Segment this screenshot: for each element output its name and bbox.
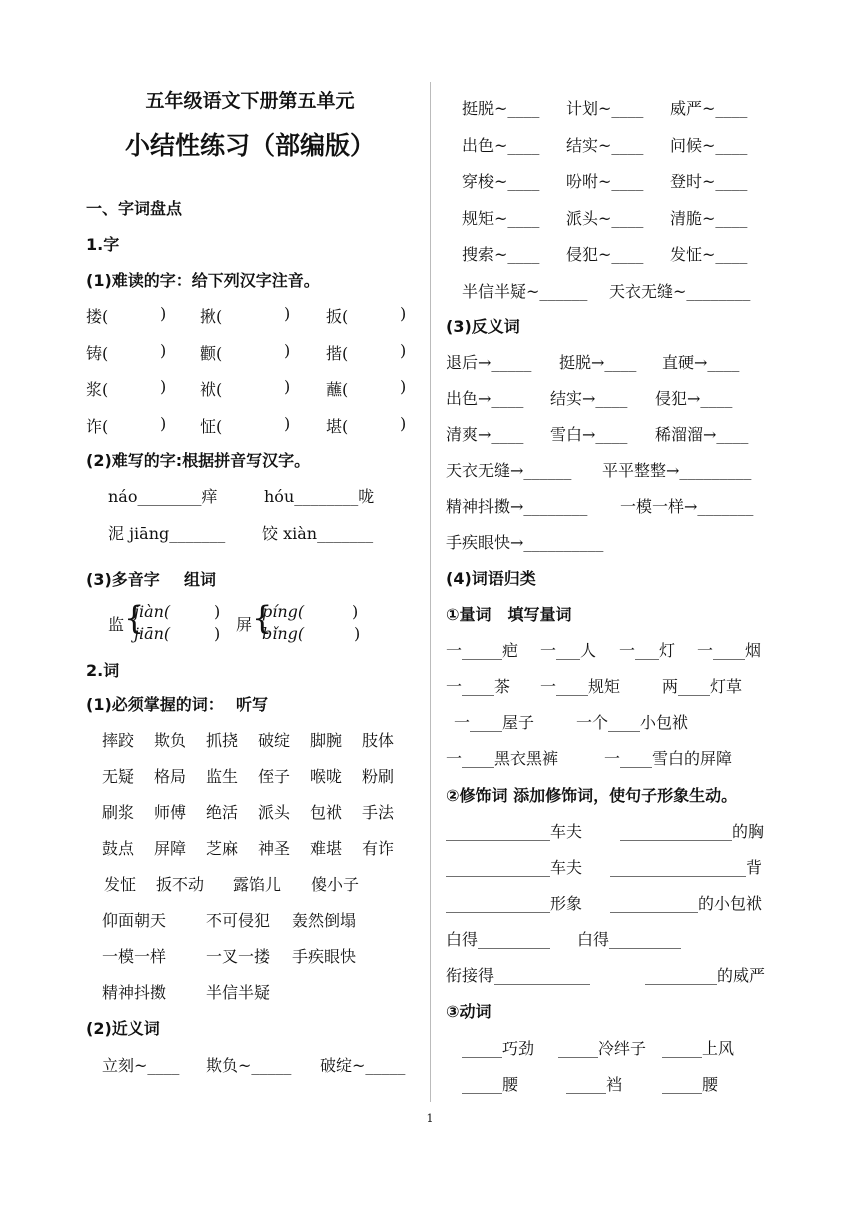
vocab-word: 鼓点 <box>102 839 135 858</box>
pinyin-cell: ) <box>160 377 167 396</box>
vocab-word: 格局 <box>154 767 187 786</box>
modifier-item: _____________车夫 <box>446 822 583 841</box>
synonym-item: 搜索~____ <box>462 245 540 264</box>
quantifier-item: 一____雪白的屏障 <box>604 749 733 768</box>
quantifier-title: ①量词 填写量词 <box>446 605 572 624</box>
synonym-item: 问候~____ <box>670 135 748 155</box>
pinyin-cell: ) <box>284 413 291 433</box>
antonym-item: 雪白→____ <box>550 425 628 444</box>
antonym-item: 退后→_____ <box>446 353 532 372</box>
sub-heading-char: 1.字 <box>86 235 120 254</box>
antonym-item: 结实→____ <box>550 389 628 408</box>
vocab-word: 刷浆 <box>102 803 135 822</box>
synonym-item: 侵犯~____ <box>566 245 644 264</box>
modifier-item: 白得_________ <box>577 930 682 949</box>
vocab-word: 欺负 <box>154 731 187 750</box>
sub-heading-word: 2.词 <box>86 661 120 680</box>
pinyin-cell: 搂( <box>86 307 109 326</box>
vocab-word: 抓挠 <box>206 731 239 750</box>
quantifier-item: 一____规矩 <box>540 677 621 696</box>
poly-close: ) <box>214 602 221 621</box>
modifier-item: ______________的胸 <box>620 822 765 841</box>
vocab-word: 手法 <box>362 803 395 822</box>
antonym-item: 侵犯→____ <box>655 389 733 408</box>
pinyin-cell: ) <box>284 304 291 323</box>
pinyin-cell: ) <box>400 413 407 433</box>
vocab-word: 芝麻 <box>206 839 239 858</box>
vocab-word: 摔跤 <box>102 731 135 750</box>
q3-tag: 组词 <box>184 570 217 589</box>
w1-tag: 听写 <box>236 695 269 714</box>
synonym-item: 结实~____ <box>566 135 644 155</box>
pinyin-cell: 揩( <box>326 343 349 363</box>
w1-title: (1)必须掌握的词： <box>86 695 224 714</box>
verb-item: _____腰 <box>462 1075 519 1094</box>
antonym-item: 稀溜溜→____ <box>655 425 749 444</box>
verb-title: ③动词 <box>446 1002 492 1021</box>
vocab-word: 肢体 <box>362 731 395 750</box>
synonym-item: 威严~____ <box>670 99 748 118</box>
pinyin-cell: ) <box>400 377 407 396</box>
vocab-word: 不可侵犯 <box>206 911 271 930</box>
quantifier-item: 一____茶 <box>446 677 511 696</box>
vocab-word: 监生 <box>206 767 239 786</box>
modifier-item: _____________车夫 <box>446 858 583 877</box>
pinyin-cell: ) <box>284 377 291 396</box>
q2-title: (2)难写的字:根据拼音写汉字。 <box>86 451 311 470</box>
modifier-item: _________________背 <box>610 858 763 877</box>
modifier-item: 衔接得____________ <box>446 966 591 985</box>
modifier-item: ___________的小包袱 <box>610 894 763 913</box>
synonym-item: 半信半疑~______ <box>462 281 588 301</box>
vocab-word: 无疑 <box>102 767 135 786</box>
synonym-item: 清脆~____ <box>670 208 748 228</box>
pinyin-cell: 浆( <box>86 380 109 399</box>
vocab-word: 手疾眼快 <box>292 947 357 966</box>
synonym-item: 派头~____ <box>566 208 644 228</box>
quantifier-item: 一_____疤 <box>446 641 519 660</box>
quantifier-item: 一___灯 <box>619 641 676 660</box>
antonym-item: 挺脱→____ <box>559 353 637 372</box>
brace-icon: { <box>124 599 145 637</box>
vocab-word: 难堪 <box>310 839 343 858</box>
q2-item: 饺 xiàn_______ <box>262 524 374 543</box>
vocab-word: 发怔 <box>104 875 137 894</box>
pinyin-cell: 颧( <box>200 343 223 363</box>
modifier-item: _________的威严 <box>645 966 766 985</box>
vocab-word: 屏障 <box>154 839 187 858</box>
vocab-word: 半信半疑 <box>206 983 271 1002</box>
vocab-word: 神圣 <box>258 839 291 858</box>
q2-item: 泥 jiāng_______ <box>108 524 226 543</box>
antonym-item: 精神抖擞→________ <box>446 497 588 516</box>
antonym-item: 平平整整→_________ <box>602 461 752 480</box>
quantifier-item: 两____灯草 <box>662 677 743 696</box>
modifier-item: _____________形象 <box>446 894 583 913</box>
q2-item: náo________痒 <box>108 487 218 506</box>
quantifier-item: 一____黑衣黑裤 <box>446 749 559 768</box>
synonym-item: 吩咐~____ <box>566 172 644 191</box>
vocab-word: 露馅儿 <box>233 875 282 894</box>
poly-char-1: 监 <box>108 615 125 634</box>
vocab-word: 仰面朝天 <box>102 911 167 930</box>
synonym-item: 破绽~_____ <box>320 1056 406 1075</box>
antonym-item: 一模一样→_______ <box>620 497 754 516</box>
synonym-item: 发怔~____ <box>670 245 748 264</box>
synonym-item: 挺脱~____ <box>462 99 540 118</box>
vocab-word: 喉咙 <box>310 767 343 786</box>
vocab-word: 精神抖擞 <box>102 983 167 1002</box>
vocab-word: 轰然倒塌 <box>292 911 357 930</box>
quantifier-item: 一____烟 <box>697 641 762 660</box>
page-number: 1 <box>426 1112 434 1125</box>
pinyin-cell: ) <box>400 340 407 360</box>
page-subtitle: 小结性练习（部编版） <box>124 131 375 160</box>
pinyin-cell: ) <box>284 340 291 360</box>
vocab-word: 师傅 <box>154 803 187 822</box>
pinyin-cell: 铸( <box>86 343 109 363</box>
vocab-word: 扳不动 <box>156 875 205 894</box>
vocab-word: 粉刷 <box>362 767 395 786</box>
synonym-item: 立刻~____ <box>102 1056 180 1075</box>
verb-item: _____裆 <box>566 1075 623 1094</box>
pinyin-cell: 怔( <box>200 416 223 436</box>
vocab-word: 傻小子 <box>311 875 360 894</box>
classify-title: (4)词语归类 <box>446 569 536 588</box>
q1-title: (1)难读的字：给下列汉字注音。 <box>86 271 320 290</box>
verb-item: _____上风 <box>662 1039 735 1058</box>
poly-close: ) <box>354 624 361 643</box>
modifier-item: 白得_________ <box>446 930 551 949</box>
quantifier-item: 一___人 <box>540 641 597 660</box>
vocab-word: 侄子 <box>258 767 291 786</box>
antonym-item: 直硬→____ <box>662 353 740 372</box>
pinyin-cell: 诈( <box>86 416 109 436</box>
poly-pinyin: píng( <box>262 602 305 621</box>
synonym-item: 计划~____ <box>566 99 644 118</box>
q3-title: (3)多音字 <box>86 570 160 589</box>
verb-item: _____冷绊子 <box>558 1039 647 1058</box>
q2-item: hóu________咙 <box>264 487 375 506</box>
w2-title: (2)近义词 <box>86 1019 160 1038</box>
synonym-item: 欺负~_____ <box>206 1056 292 1075</box>
pinyin-cell: ) <box>160 413 167 433</box>
pinyin-cell: 袱( <box>200 380 223 399</box>
page-title: 五年级语文下册第五单元 <box>145 90 355 112</box>
section-heading: 一、字词盘点 <box>86 199 183 218</box>
antonym-item: 天衣无缝→______ <box>446 461 572 480</box>
poly-pinyin: jiàn( <box>134 602 171 621</box>
pinyin-cell: 扳( <box>326 307 349 326</box>
vocab-word: 破绽 <box>258 731 291 750</box>
synonym-item: 穿梭~____ <box>462 172 540 191</box>
modifier-title: ②修饰词 添加修饰词，使句子形象生动。 <box>446 786 738 805</box>
pinyin-cell: ) <box>160 340 167 360</box>
vocab-word: 有诈 <box>362 839 395 858</box>
pinyin-cell: 蘸( <box>326 380 349 399</box>
antonym-item: 出色→____ <box>446 389 524 408</box>
antonym-item: 清爽→____ <box>446 425 524 444</box>
pinyin-cell: ) <box>400 304 407 323</box>
vocab-word: 一模一样 <box>102 947 167 966</box>
quantifier-item: 一____屋子 <box>454 713 535 732</box>
pinyin-cell: 堪( <box>326 416 349 436</box>
poly-pinyin: bǐng( <box>262 624 305 643</box>
synonym-item: 天衣无缝~________ <box>609 281 751 301</box>
antonym-item: 手疾眼快→__________ <box>446 533 604 552</box>
verb-item: _____腰 <box>662 1075 719 1094</box>
antonym-title: (3)反义词 <box>446 317 520 336</box>
poly-close: ) <box>352 602 359 621</box>
poly-close: ) <box>214 624 221 643</box>
vocab-word: 一叉一搂 <box>206 947 271 966</box>
pinyin-cell: 揪( <box>200 307 223 326</box>
pinyin-cell: ) <box>160 304 167 323</box>
synonym-item: 登时~____ <box>670 172 748 191</box>
brace-icon: { <box>252 599 273 637</box>
verb-item: _____巧劲 <box>462 1039 535 1058</box>
synonym-item: 出色~____ <box>462 135 540 155</box>
synonym-item: 规矩~____ <box>462 208 540 228</box>
vocab-word: 绝活 <box>206 803 239 822</box>
quantifier-item: 一个____小包袱 <box>576 713 689 732</box>
column-divider <box>430 82 431 1102</box>
vocab-word: 脚腕 <box>310 731 343 750</box>
poly-pinyin: jiān( <box>134 624 171 643</box>
vocab-word: 派头 <box>258 803 291 822</box>
poly-char-2: 屏 <box>236 615 253 634</box>
vocab-word: 包袱 <box>310 803 343 822</box>
